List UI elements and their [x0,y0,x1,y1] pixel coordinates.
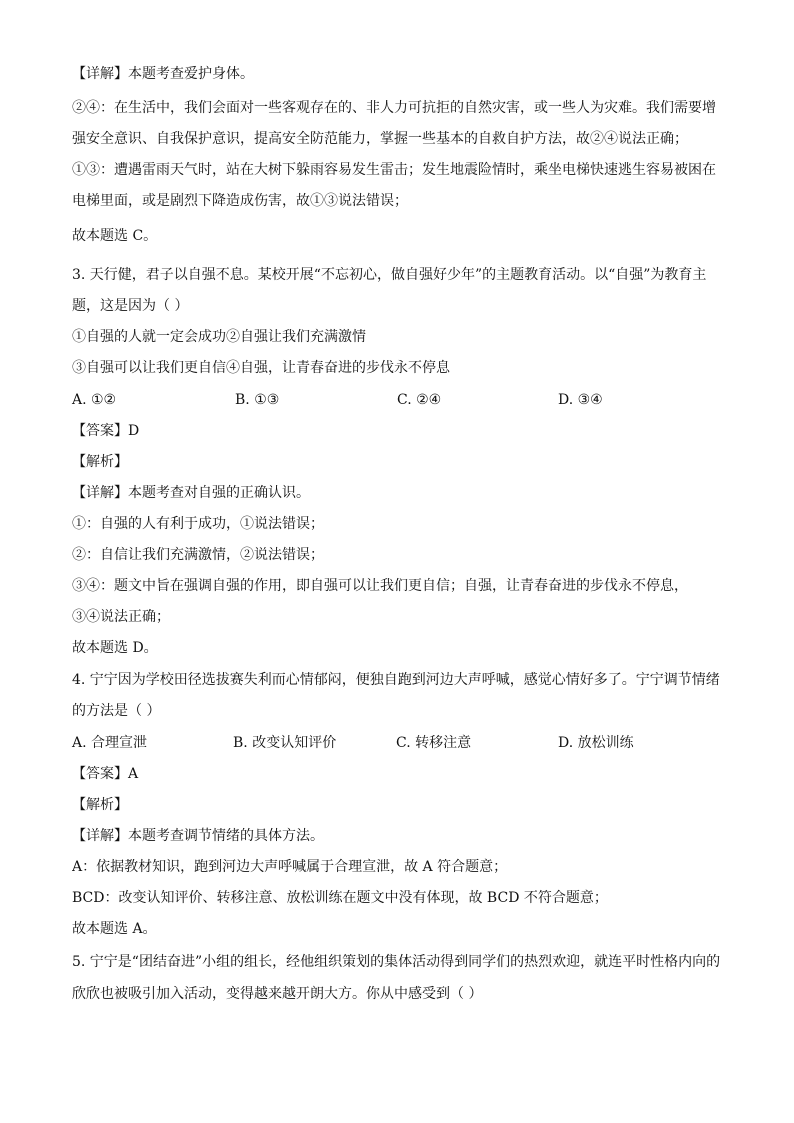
q3-detail-heading: 【详解】本题考查对自强的正确认识。 [72,485,310,501]
q3-option-c: C. ②④ [397,392,442,408]
q3-explanation-2: ②：自信让我们充满激情，②说法错误； [72,547,324,563]
q2-explanation-correct-line2: 强安全意识、自我保护意识，提高安全防范能力，掌握一些基本的自救自护方法，故②④说法正确； [72,131,688,147]
q3-options [72,390,732,410]
q3-analysis-heading: 【解析】 [72,454,128,470]
q4-options [72,733,732,753]
q4-analysis-heading: 【解析】 [72,797,128,813]
q4-option-d: D. 放松训练 [558,735,634,751]
q3-statements-line1: ①自强的人就一定会成功②自强让我们充满激情 [72,329,366,345]
q3-conclusion: 故本题选 D。 [72,640,158,656]
q2-explanation-wrong-line2: 电梯里面，或是剧烈下降造成伤害，故①③说法错误； [72,193,408,209]
q5-stem-line2: 欣欣也被吸引加入活动，变得越来越开朗大方。你从中感受到（ ） [72,986,483,1002]
q4-option-c: C. 转移注意 [396,735,472,751]
q3-option-d: D. ③④ [558,392,603,408]
q3-option-a: A. ①② [72,392,117,408]
q3-statements-line2: ③自强可以让我们更自信④自强，让青春奋进的步伐永不停息 [72,360,450,376]
q4-stem-line1: 4. 宁宁因为学校田径选拔赛失利而心情郁闷，便独自跑到河边大声呼喊，感觉心情好多了。宁宁调节情绪 [72,672,720,688]
q5-stem-line1: 5. 宁宁是“团结奋进”小组的组长，经他组织策划的集体活动得到同学们的热烈欢迎，就连平时性格内向的 [72,954,721,970]
q2-detail-heading: 【详解】本题考查爱护身体。 [72,66,254,82]
q3-explanation-3-line1: ③④：题文中旨在强调自强的作用，即自强可以让我们更自信；自强，让青春奋进的步伐永不停息， [72,578,688,594]
q4-explanation-1: A：依据教材知识，跑到河边大声呼喊属于合理宣泄，故 A 符合题意； [72,859,508,875]
q4-detail-heading: 【详解】本题考查调节情绪的具体方法。 [72,828,324,844]
q4-answer: 【答案】A [72,766,139,782]
q3-stem-line2: 题，这是因为（ ） [72,298,189,314]
q4-conclusion: 故本题选 A。 [72,921,157,937]
q4-option-b: B. 改变认知评价 [233,735,337,751]
q3-explanation-3-line2: ③④说法正确； [72,609,170,625]
q3-stem-line1: 3. 天行健，君子以自强不息。某校开展“不忘初心，做自强好少年”的主题教育活动。以“自强”为教育主 [72,267,707,283]
q4-option-a: A. 合理宣泄 [72,735,148,751]
q4-explanation-2: BCD：改变认知评价、转移注意、放松训练在题文中没有体现，故 BCD 不符合题意； [72,890,608,906]
q3-explanation-1: ①：自强的人有利于成功，①说法错误； [72,516,324,532]
q2-explanation-wrong-line1: ①③：遭遇雷雨天气时，站在大树下躲雨容易发生雷击；发生地震险情时，乘坐电梯快速逃生容易被困在 [72,162,716,178]
q2-conclusion: 故本题选 C。 [72,228,158,244]
q3-answer: 【答案】D [72,423,140,439]
q3-option-b: B. ①③ [235,392,280,408]
q2-explanation-correct-line1: ②④：在生活中，我们会面对一些客观存在的、非人力可抗拒的自然灾害，或一些人为灾难。我们需要增 [72,100,716,116]
q4-stem-line2: 的方法是（ ） [72,703,161,719]
